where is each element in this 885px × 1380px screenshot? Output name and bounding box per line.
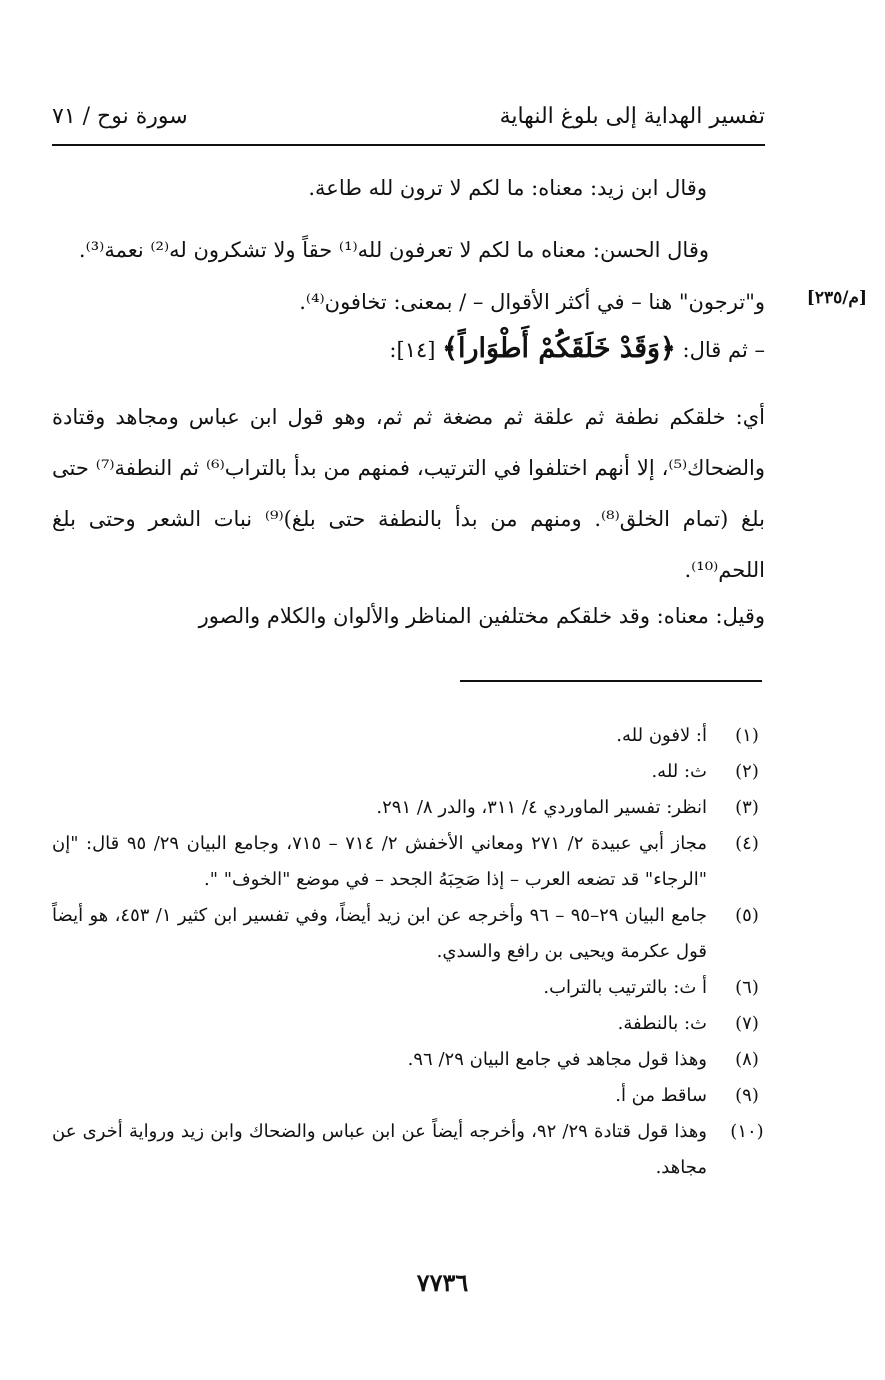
footnote-text: ساقط من أ. <box>615 1085 707 1106</box>
paragraph-explanation: أي: خلقكم نطفة ثم علقة ثم مضغة ثم ثم، وهو قول ابن عباس ومجاهد وقتادة والضحاك⁽⁵⁾، إلا أنهم اختلفوا في الترتيب، فمنهم من بدأ بالتراب⁽⁶⁾ ثم النطفة⁽⁷⁾ حتى بلغ (تمام الخلق⁽⁸⁾. ومنهم من بدأ بالنطفة حتى بلغ)⁽⁹⁾ نبات الشعر وحتى بلغ اللحم⁽¹⁰⁾. <box>52 405 765 582</box>
verse-intro: – ثم قال: <box>682 338 765 362</box>
footnote-text: جامع البيان ٢٩–٩٥ – ٩٦ وأخرجه عن ابن زيد أيضاً، وفي تفسير ابن كثير ١/ ٤٥٣، هو أيضاً قول عكرمة ويحيى بن رافع والسدي. <box>52 905 707 962</box>
quran-verse: ﴿وَقَدْ خَلَقَكُمْ أَطْوَاراً﴾ <box>442 333 676 364</box>
footnote <box>52 826 765 898</box>
paragraph-tarjun: و"ترجون" هنا – في أكثر الأقوال – / بمعنى: تخافون⁽⁴⁾. <box>299 290 765 314</box>
footnote-text: ث: بالنطفة. <box>617 1013 707 1034</box>
footnote-number: (٣) <box>735 797 759 818</box>
footnote-divider <box>460 680 762 682</box>
sura-label: سورة نوح / ٧١ <box>52 104 188 129</box>
footnote-number: (٢) <box>735 761 759 782</box>
footnote-number: (٤) <box>735 833 759 854</box>
footnote-text: ث: لله. <box>651 761 707 782</box>
footnote <box>52 1114 765 1186</box>
footnote <box>52 1006 765 1042</box>
verse-number: [١٤]: <box>389 338 436 362</box>
paragraph-ibn-zayd: وقال ابن زيد: معناه: ما لكم لا ترون لله طاعة. <box>308 176 707 200</box>
footnote-text: مجاز أبي عبيدة ٢/ ٢٧١ ومعاني الأخفش ٢/ ٧١٤ – ٧١٥، وجامع البيان ٢٩/ ٩٥ قال: "إن "الرجاء" قد تضعه العرب – إذا صَحِبَهُ الجحد – في موضع "الخوف" ". <box>52 833 707 890</box>
footnote <box>52 1078 765 1114</box>
footnote-number: (٥) <box>735 905 759 926</box>
paragraph-qila: وقيل: معناه: وقد خلقكم مختلفين المناظر والألوان والكلام والصور <box>198 604 765 628</box>
paragraph-hasan: وقال الحسن: معناه ما لكم لا تعرفون لله⁽¹⁾ حقاً ولا تشكرون له⁽²⁾ نعمة⁽³⁾. <box>78 238 709 262</box>
footnote-number: (١٠) <box>730 1121 764 1142</box>
footnote-number: (٩) <box>735 1085 759 1106</box>
page-number: ٧٧٣٦ <box>416 1268 469 1297</box>
footnotes <box>52 718 765 1186</box>
footnote-text: وهذا قول قتادة ٢٩/ ٩٢، وأخرجه أيضاً عن ابن عباس والضحاك وابن زيد ورواية أخرى عن مجاهد. <box>52 1121 708 1178</box>
footnote <box>52 718 765 754</box>
running-header <box>52 98 765 146</box>
footnote-number: (٨) <box>735 1049 759 1070</box>
footnote-text: وهذا قول مجاهد في جامع البيان ٢٩/ ٩٦. <box>407 1049 707 1070</box>
footnote-text: أ: لافون لله. <box>616 725 707 746</box>
footnote <box>52 970 765 1006</box>
footnote <box>52 790 765 826</box>
footnote <box>52 1042 765 1078</box>
footnote-text: أ ث: بالترتيب بالتراب. <box>543 977 707 998</box>
footnote <box>52 754 765 790</box>
footnote-number: (١) <box>735 725 759 746</box>
footnote <box>52 898 765 970</box>
footnote-text: انظر: تفسير الماوردي ٤/ ٣١١، والدر ٨/ ٢٩١. <box>376 797 707 818</box>
book-title: تفسير الهداية إلى بلوغ النهاية <box>499 104 765 129</box>
margin-manuscript-reference: [م/٢٣٥] <box>806 288 867 308</box>
footnote-number: (٧) <box>735 1013 759 1034</box>
footnote-number: (٦) <box>735 977 759 998</box>
paragraph-verse-quote <box>52 330 765 369</box>
